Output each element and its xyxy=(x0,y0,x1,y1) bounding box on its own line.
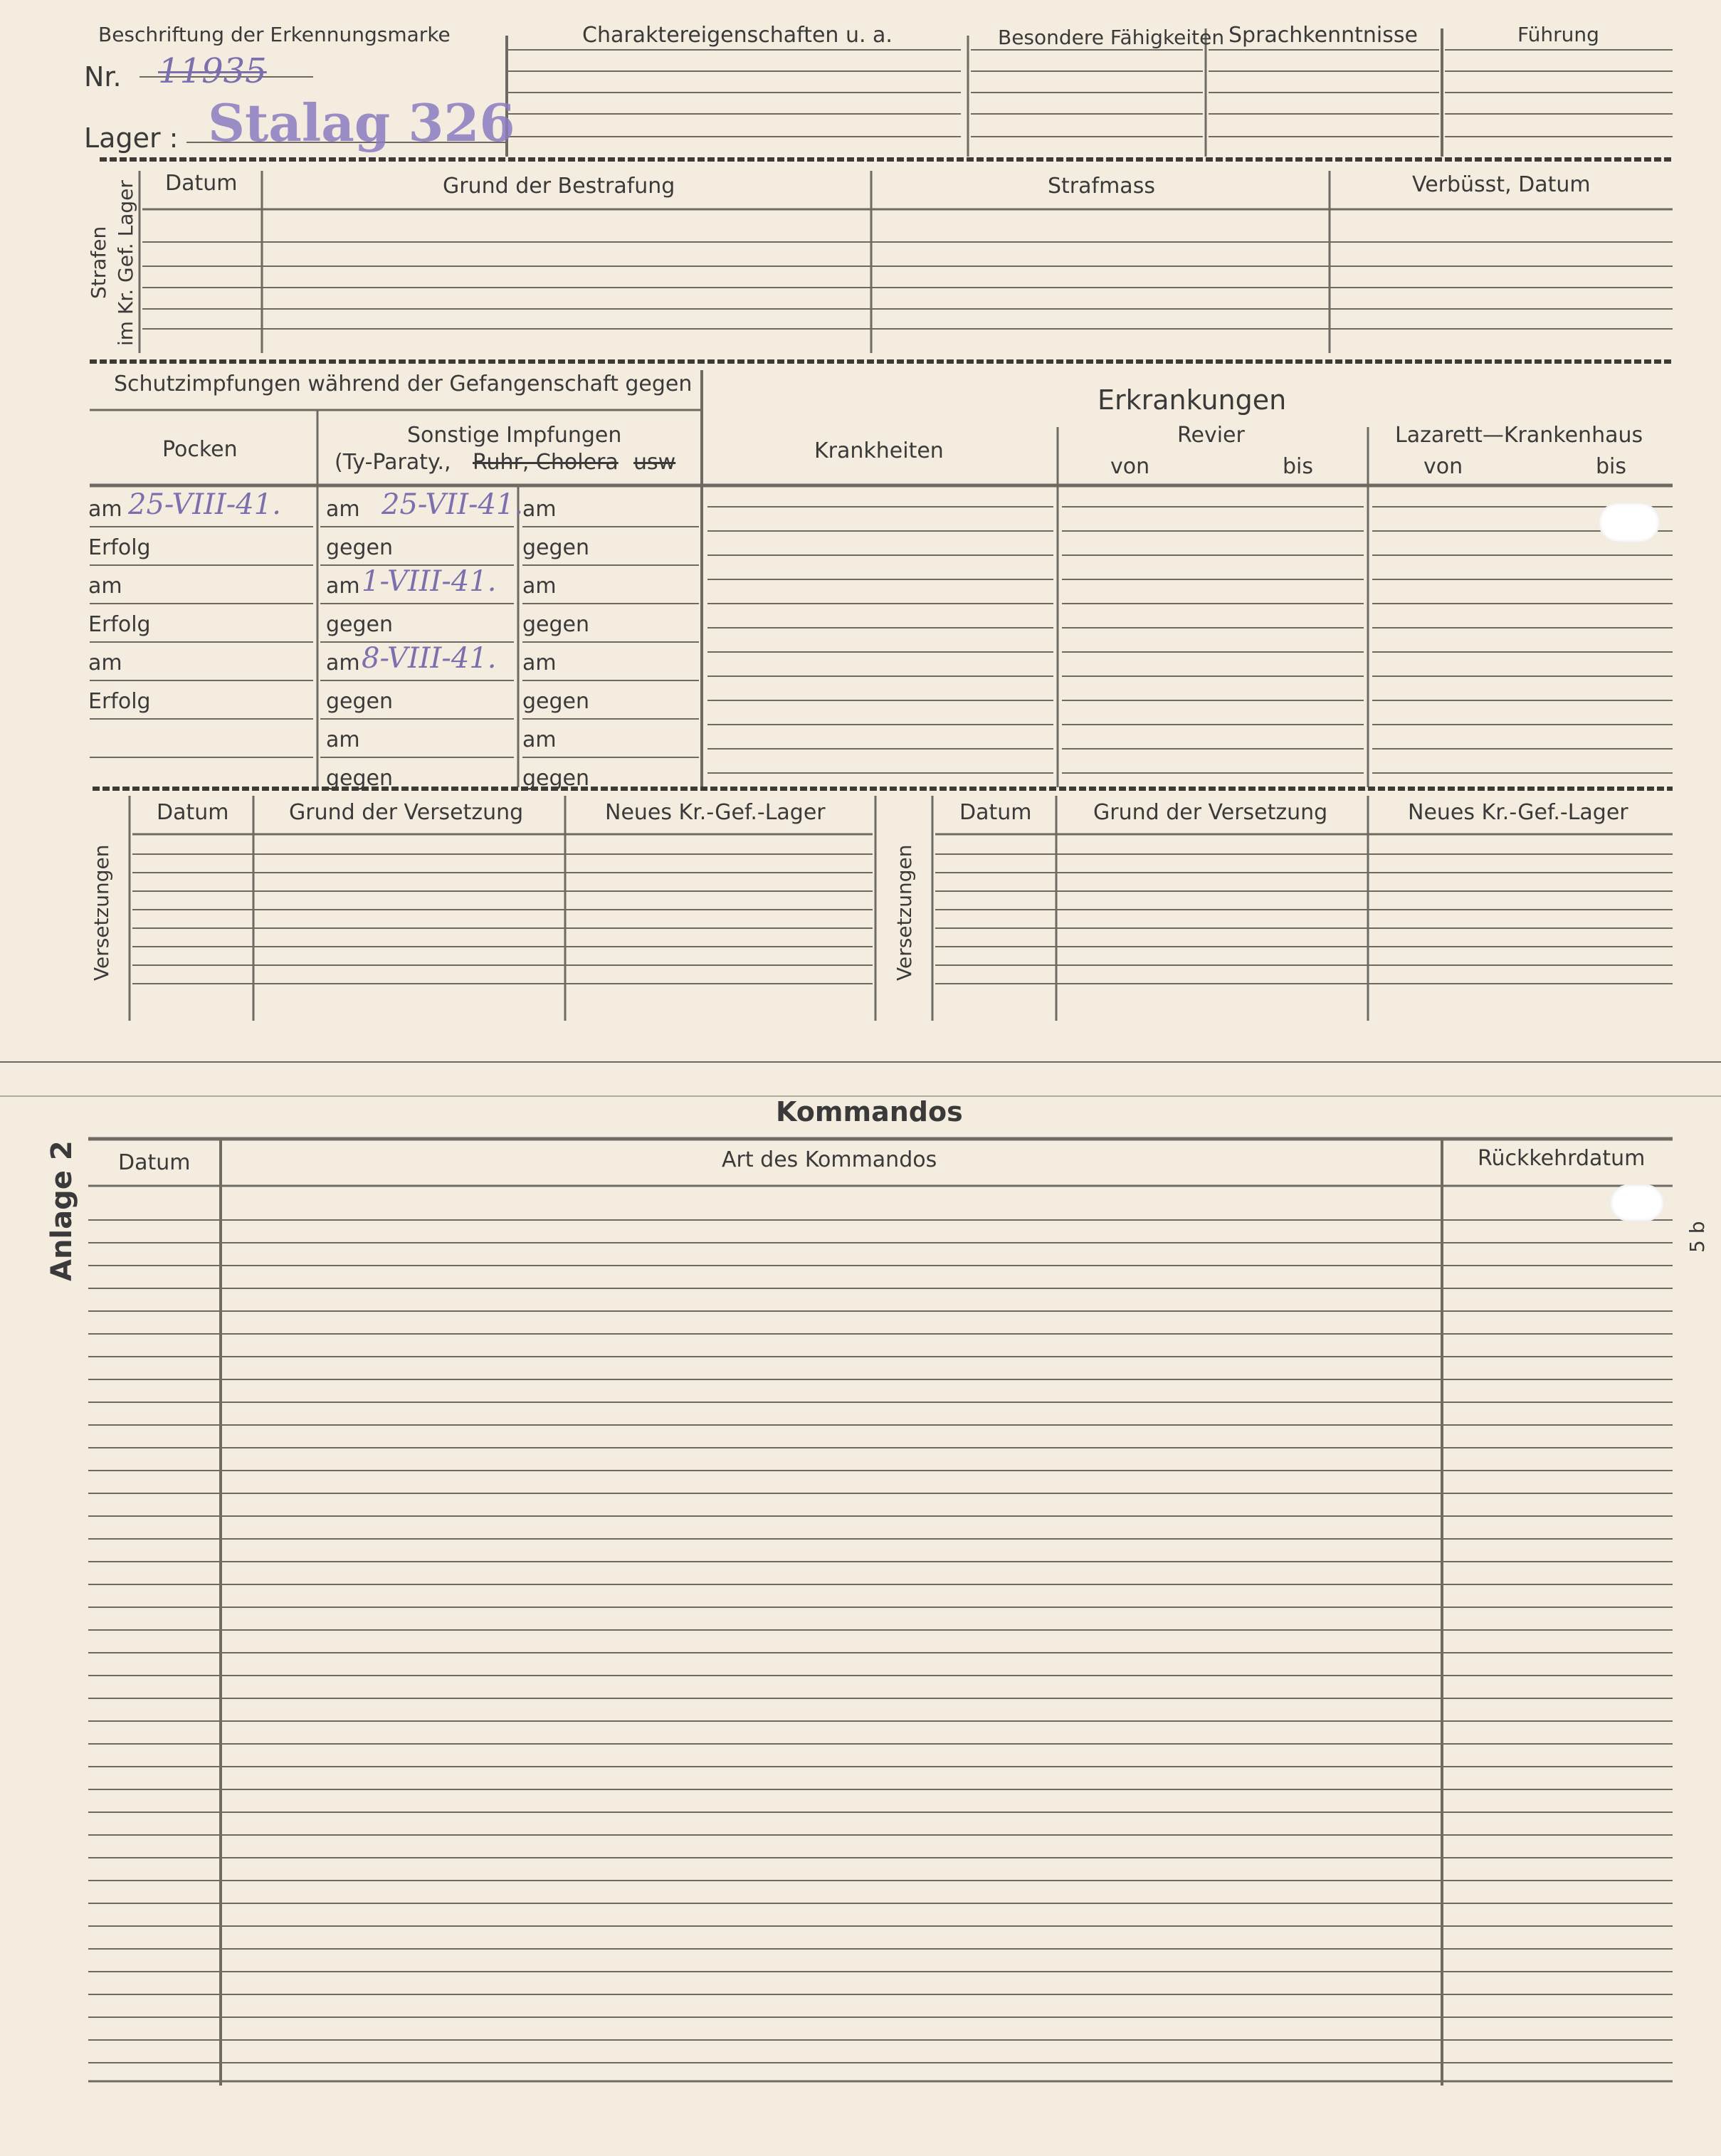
sonstige-date-2: 1-VIII-41. xyxy=(362,565,497,598)
sonstige-a-gegen-2: gegen xyxy=(326,612,394,637)
sonstige-b-am-2: am xyxy=(522,574,557,599)
sprach-label: Sprachkenntnisse xyxy=(1228,23,1418,48)
pocken-am-3: am xyxy=(88,651,122,675)
nr-label: Nr. xyxy=(84,61,122,93)
versetzungen-grund-left: Grund der Versetzung xyxy=(289,800,524,825)
sonstige-header-3: usw xyxy=(633,450,676,475)
sonstige-b-gegen-2: gegen xyxy=(522,612,590,637)
sonstige-date-3: 8-VIII-41. xyxy=(362,642,497,675)
revier-von: von xyxy=(1110,454,1150,479)
sonstige-b-am-3: am xyxy=(522,651,557,675)
sonstige-date-1: 25-VII-41. xyxy=(381,488,524,521)
form-code: 5 b xyxy=(1685,1221,1709,1253)
lazarett-von: von xyxy=(1423,454,1463,479)
kommandos-title: Kommandos xyxy=(776,1096,963,1127)
pocken-erfolg-2: Erfolg xyxy=(88,612,151,637)
pocken-date-1: 25-VIII-41. xyxy=(128,488,281,521)
strafen-verbuesst-header: Verbüsst, Datum xyxy=(1412,172,1591,197)
sonstige-a-am-2: am xyxy=(326,574,360,599)
sonstige-a-gegen-3: gegen xyxy=(326,689,394,714)
versetzungen-side-label-right: Versetzungen xyxy=(893,844,916,981)
pocken-header: Pocken xyxy=(162,437,238,462)
strafen-datum-header: Datum xyxy=(165,171,238,196)
fuehrung-label: Führung xyxy=(1517,23,1599,46)
versetzungen-grund-right: Grund der Versetzung xyxy=(1093,800,1328,825)
pocken-erfolg-1: Erfolg xyxy=(88,535,151,560)
sonstige-b-gegen-4: gegen xyxy=(522,766,590,791)
erkennungsmarke-label: Beschriftung der Erkennungsmarke xyxy=(98,23,451,46)
pocken-am-1: am xyxy=(88,497,122,522)
strafen-side-label-2: im Kr. Gef. Lager xyxy=(114,180,137,346)
versetzungen-side-label-left: Versetzungen xyxy=(90,844,113,981)
sonstige-b-gegen-3: gegen xyxy=(522,689,590,714)
lager-stamp: Stalag 326 xyxy=(208,93,515,153)
punch-hole-upper xyxy=(1599,503,1660,542)
krankheiten-header: Krankheiten xyxy=(814,438,944,463)
lazarett-bis: bis xyxy=(1596,454,1627,479)
faehigkeiten-label: Besondere Fähigkeiten xyxy=(998,26,1225,49)
lazarett-header: Lazarett—Krankenhaus xyxy=(1395,423,1643,448)
strafen-side-label: Strafen xyxy=(87,226,110,299)
versetzungen-datum-left: Datum xyxy=(157,800,229,825)
nr-value: 11935 xyxy=(158,51,267,91)
kommandos-rueckkehr-header: Rückkehrdatum xyxy=(1478,1146,1646,1171)
sonstige-header-2: (Ty-Paraty., xyxy=(335,450,451,475)
sonstige-b-am-1: am xyxy=(522,497,557,522)
strafen-grund-header: Grund der Bestrafung xyxy=(443,174,675,199)
revier-header: Revier xyxy=(1177,423,1245,448)
lager-label: Lager : xyxy=(84,122,179,154)
pocken-erfolg-3: Erfolg xyxy=(88,689,151,714)
sonstige-a-am-1: am xyxy=(326,497,360,522)
strafen-strafmass-header: Strafmass xyxy=(1048,174,1155,199)
impfungen-title: Schutzimpfungen während der Gefangenschaft gegen xyxy=(114,372,693,396)
charakter-label: Charaktereigenschaften u. a. xyxy=(582,23,893,48)
sonstige-b-gegen-1: gegen xyxy=(522,535,590,560)
kommandos-art-header: Art des Kommandos xyxy=(722,1147,937,1172)
sonstige-struck: Ruhr, Cholera xyxy=(473,450,619,475)
sonstige-header-1: Sonstige Impfungen xyxy=(407,423,622,448)
sonstige-a-am-4: am xyxy=(326,727,360,752)
versetzungen-lager-right: Neues Kr.-Gef.-Lager xyxy=(1408,800,1628,825)
versetzungen-lager-left: Neues Kr.-Gef.-Lager xyxy=(605,800,826,825)
sonstige-a-gegen-1: gegen xyxy=(326,535,394,560)
kommandos-datum-header: Datum xyxy=(118,1150,191,1175)
anlage-side-label: Anlage 2 xyxy=(46,1140,78,1281)
erkrankungen-title: Erkrankungen xyxy=(1098,384,1287,416)
revier-bis: bis xyxy=(1283,454,1314,479)
sonstige-a-am-3: am xyxy=(326,651,360,675)
sonstige-b-am-4: am xyxy=(522,727,557,752)
sonstige-a-gegen-4: gegen xyxy=(326,766,394,791)
punch-hole-lower xyxy=(1610,1184,1664,1221)
versetzungen-datum-right: Datum xyxy=(959,800,1032,825)
pocken-am-2: am xyxy=(88,574,122,599)
